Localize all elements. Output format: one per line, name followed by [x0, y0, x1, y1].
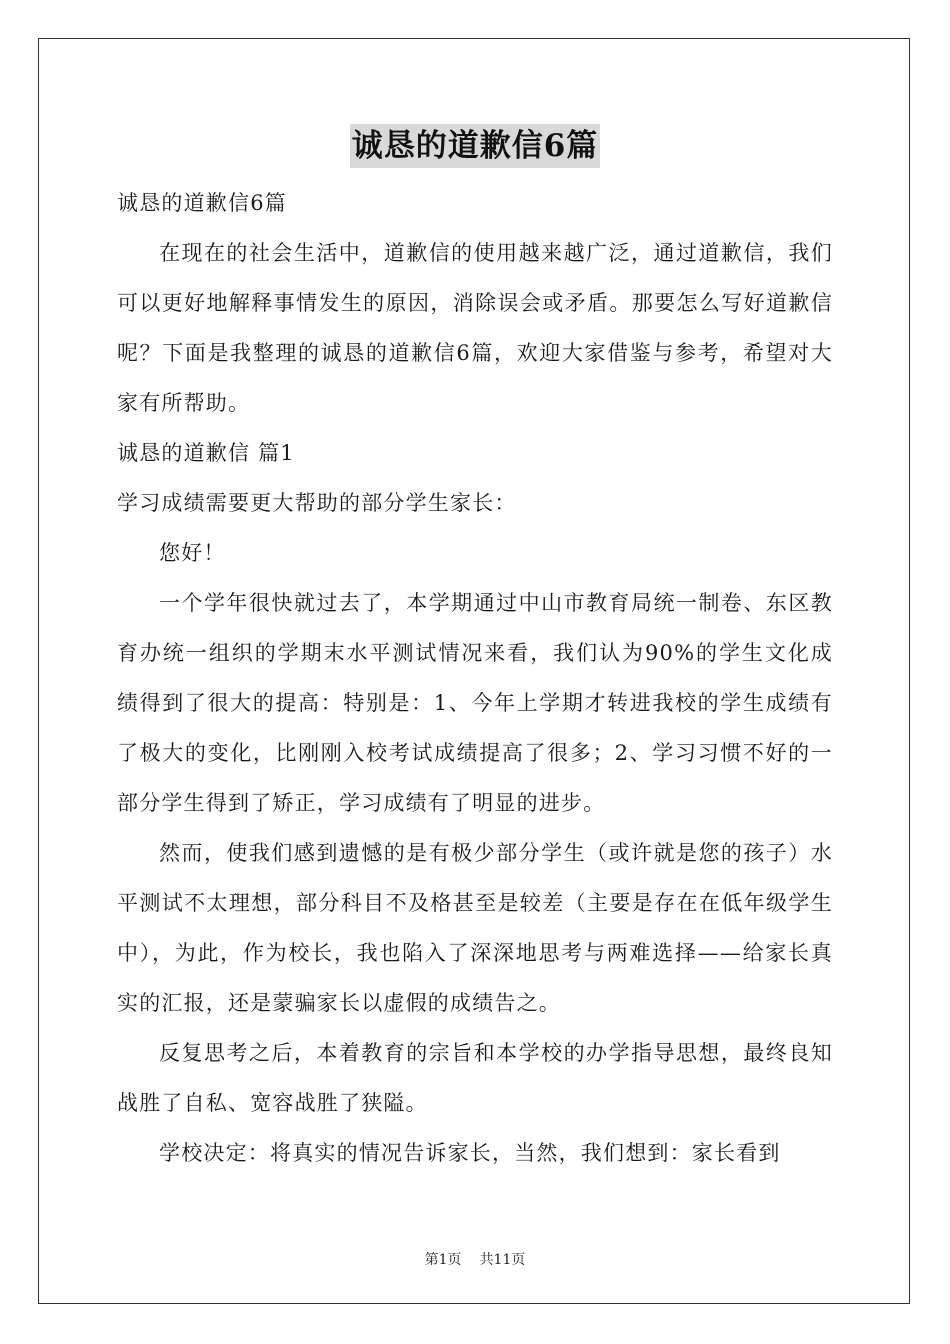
paragraph-body-3: 反复思考之后，本着教育的宗旨和本学校的办学指导思想，最终良知战胜了自私、宽容战胜了狭隘。 [117, 1041, 833, 1115]
greeting: 您好！ [159, 541, 226, 565]
paragraph-body-2: 然而，使我们感到遗憾的是有极少部分学生（或许就是您的孩子）水平测试不太理想，部分科目不及格甚至是较差（主要是存在在低年级学生中），为此，作为校长，我也陷入了深深地思考与两难选择——给家长真实的汇报，还是蒙骗家长以虚假的成绩告之。 [117, 841, 833, 1015]
paragraph-body-4: 学校决定：将真实的情况告诉家长，当然，我们想到：家长看到 [159, 1141, 781, 1165]
page-number: 第1页 [424, 1252, 462, 1268]
document-body [117, 178, 833, 1178]
section-heading: 诚恳的道歉信 篇1 [117, 441, 295, 465]
paragraph-intro: 在现在的社会生活中，道歉信的使用越来越广泛，通过道歉信，我们可以更好地解释事情发生的原因，消除误会或矛盾。那要怎么写好道歉信呢？下面是我整理的诚恳的道歉信6篇，欢迎大家借鉴与参考，希望对大家有所帮助。 [117, 241, 833, 415]
page-footer [0, 1250, 950, 1270]
document-title: 诚恳的道歉信6篇 [350, 124, 601, 168]
title-area [0, 124, 950, 168]
paragraph-subtitle: 诚恳的道歉信6篇 [117, 191, 287, 215]
paragraph-body-1: 一个学年很快就过去了，本学期通过中山市教育局统一制卷、东区教育办统一组织的学期末水平测试情况来看，我们认为90%的学生文化成绩得到了很大的提高：特别是：1、今年上学期才转进我校的学生成绩有了极大的变化，比刚刚入校考试成绩提高了很多；2、学习习惯不好的一部分学生得到了矫正，学习成绩有了明显的进步。 [117, 591, 833, 815]
page-total: 共11页 [479, 1252, 526, 1268]
salutation: 学习成绩需要更大帮助的部分学生家长： [117, 491, 517, 515]
